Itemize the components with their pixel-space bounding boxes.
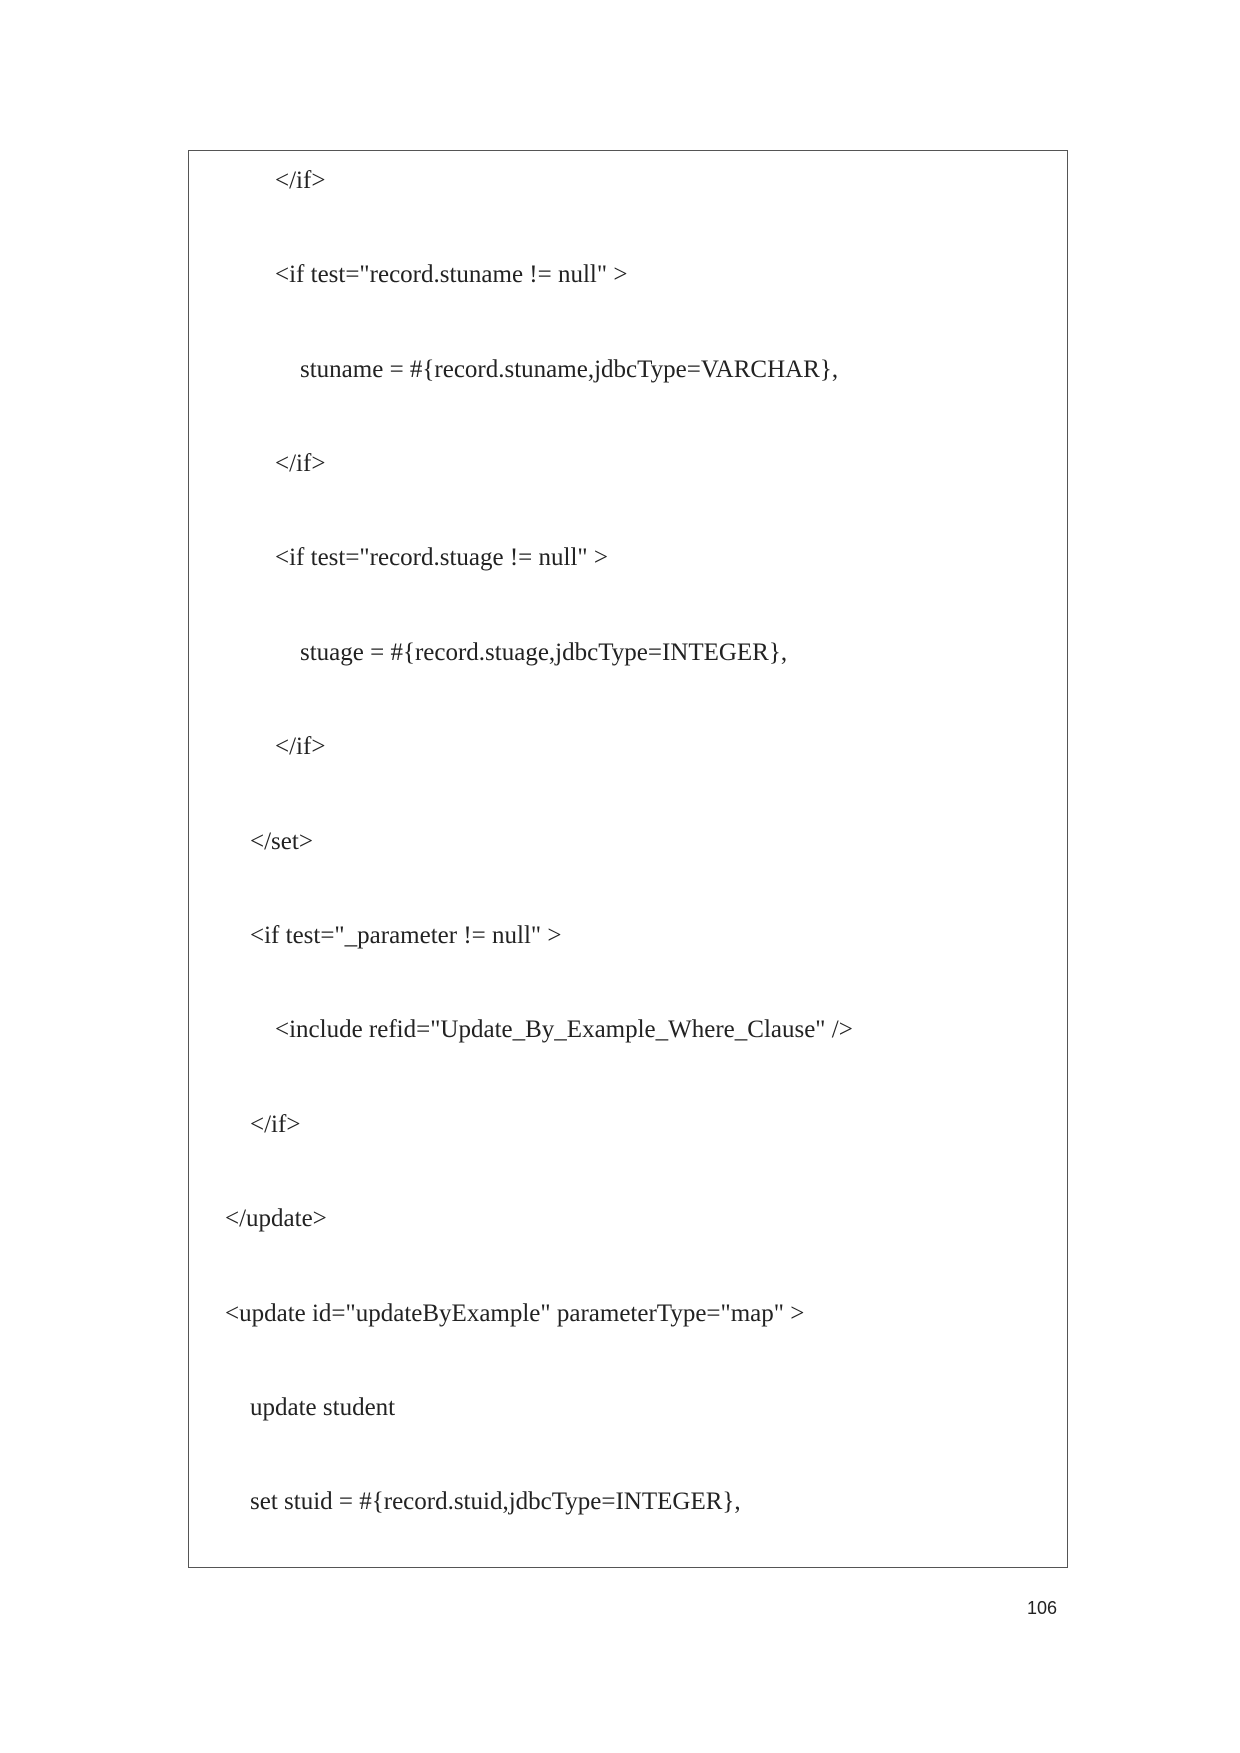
code-line: <include refid="Update_By_Example_Where_Clause" /> [275,1016,853,1043]
code-line: <update id="updateByExample" parameterType="map" > [225,1300,805,1327]
code-line: stuname = #{record.stuname,jdbcType=VARCHAR}, [300,356,839,383]
code-line: </if> [275,167,326,194]
code-line: </if> [275,450,326,477]
code-line: <if test="_parameter != null" > [250,922,562,949]
code-listing-box [188,150,1068,1568]
code-line: update student [250,1394,396,1421]
code-line: <if test="record.stuage != null" > [275,544,608,571]
code-line: set stuid = #{record.stuid,jdbcType=INTEGER}, [250,1488,741,1515]
code-line: </update> [225,1205,327,1232]
code-line: </if> [275,733,326,760]
page-number: 106 [1026,1598,1057,1618]
code-line: </if> [250,1111,301,1138]
code-line: </set> [250,828,313,855]
code-line: <if test="record.stuname != null" > [275,261,628,288]
code-line: stuage = #{record.stuage,jdbcType=INTEGER}, [300,639,788,666]
